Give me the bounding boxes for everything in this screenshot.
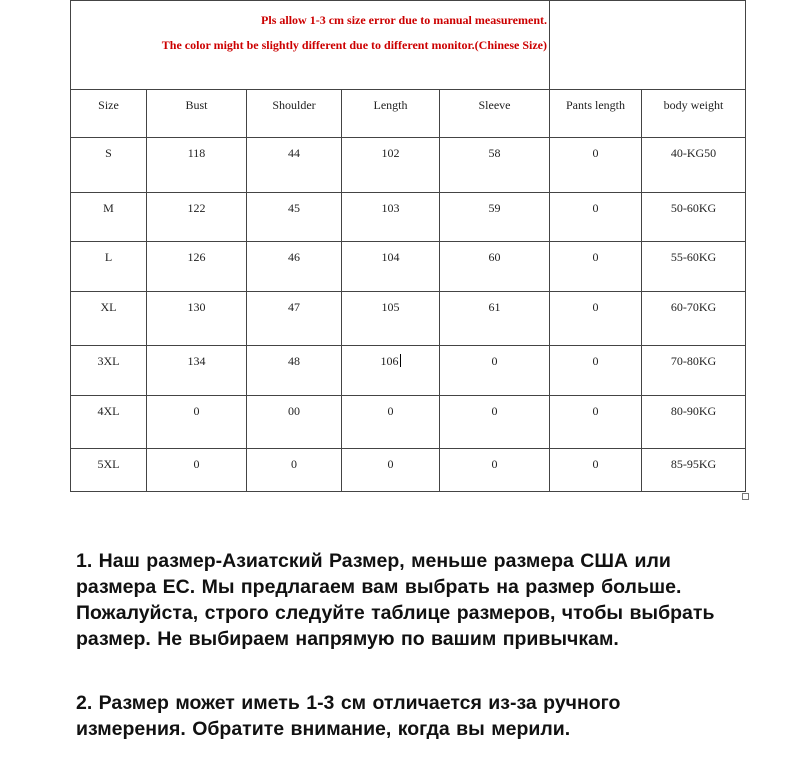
table-cell: 00 xyxy=(247,396,342,449)
table-cell: 85-95KG xyxy=(642,449,746,492)
table-cell: 40-KG50 xyxy=(642,138,746,193)
table-cell: 134 xyxy=(147,346,247,396)
table-cell: 104 xyxy=(342,242,440,292)
table-cell: 0 xyxy=(147,449,247,492)
table-cell: 130 xyxy=(147,292,247,346)
table-cell: 55-60KG xyxy=(642,242,746,292)
table-cell: 61 xyxy=(440,292,550,346)
table-cell: L xyxy=(71,242,147,292)
table-cell: 3XL xyxy=(71,346,147,396)
table-cell: 0 xyxy=(550,396,642,449)
table-cell: M xyxy=(71,193,147,242)
table-cell-text: 106 xyxy=(380,354,399,368)
table-cell: 0 xyxy=(550,138,642,193)
table-cell: 0 xyxy=(550,449,642,492)
table-cell: 126 xyxy=(147,242,247,292)
table-cell: 0 xyxy=(550,346,642,396)
table-cell: 0 xyxy=(342,449,440,492)
table-cell: 0 xyxy=(550,242,642,292)
size-chart-table xyxy=(70,0,746,492)
column-header: Sleeve xyxy=(440,90,550,138)
table-cell: 0 xyxy=(147,396,247,449)
table-header-row xyxy=(71,90,746,138)
table-cell: 47 xyxy=(247,292,342,346)
table-cell: 0 xyxy=(550,292,642,346)
column-header: Length xyxy=(342,90,440,138)
empty-header-cell xyxy=(550,1,746,90)
table-cell-editing[interactable] xyxy=(342,346,440,396)
note-line-2: The color might be slightly different due to different monitor.(Chinese Size) xyxy=(161,38,547,52)
table-row xyxy=(71,138,746,193)
table-cell: 60-70KG xyxy=(642,292,746,346)
table-cell: 44 xyxy=(247,138,342,193)
table-row xyxy=(71,449,746,492)
table-row xyxy=(71,396,746,449)
table-cell: 0 xyxy=(440,346,550,396)
size-note-1: 1. Наш размер-Азиатский Размер, меньше размера США или размера ЕС. Мы предлагаем вам выбрать на размер больше. Пожалуйста, строго следуйте таблице размеров, чтобы выбрать размер. Не выбираем напрямую по вашим привычкам. xyxy=(76,550,715,650)
measurement-note-cell xyxy=(71,1,550,90)
size-note-2: 2. Размер может иметь 1-3 см отличается из-за ручного измерения. Обратите внимание, когда вы мерили. xyxy=(76,692,621,740)
text-cursor xyxy=(400,354,401,367)
column-header: Size xyxy=(71,90,147,138)
table-cell: XL xyxy=(71,292,147,346)
table-cell: 0 xyxy=(550,193,642,242)
table-cell: 0 xyxy=(440,449,550,492)
table-cell: 58 xyxy=(440,138,550,193)
table-cell: 105 xyxy=(342,292,440,346)
table-resize-handle[interactable] xyxy=(742,493,749,500)
table-cell: 48 xyxy=(247,346,342,396)
table-cell: 70-80KG xyxy=(642,346,746,396)
table-cell: 5XL xyxy=(71,449,147,492)
table-cell: 0 xyxy=(440,396,550,449)
table-cell: 45 xyxy=(247,193,342,242)
table-cell: S xyxy=(71,138,147,193)
table-cell: 102 xyxy=(342,138,440,193)
column-header: Shoulder xyxy=(247,90,342,138)
table-cell: 60 xyxy=(440,242,550,292)
table-row xyxy=(71,242,746,292)
table-cell: 50-60KG xyxy=(642,193,746,242)
table-cell: 0 xyxy=(342,396,440,449)
table-cell: 46 xyxy=(247,242,342,292)
table-row xyxy=(71,346,746,396)
table-row xyxy=(71,193,746,242)
table-row xyxy=(71,292,746,346)
table-cell: 4XL xyxy=(71,396,147,449)
table-cell: 103 xyxy=(342,193,440,242)
table-cell: 0 xyxy=(247,449,342,492)
column-header: body weight xyxy=(642,90,746,138)
header-note-row xyxy=(71,1,746,90)
note-line-1: Pls allow 1-3 cm size error due to manual measurement. xyxy=(261,13,547,27)
column-header: Bust xyxy=(147,90,247,138)
table-cell: 122 xyxy=(147,193,247,242)
table-cell: 118 xyxy=(147,138,247,193)
table-cell: 59 xyxy=(440,193,550,242)
column-header: Pants length xyxy=(550,90,642,138)
table-cell: 80-90KG xyxy=(642,396,746,449)
